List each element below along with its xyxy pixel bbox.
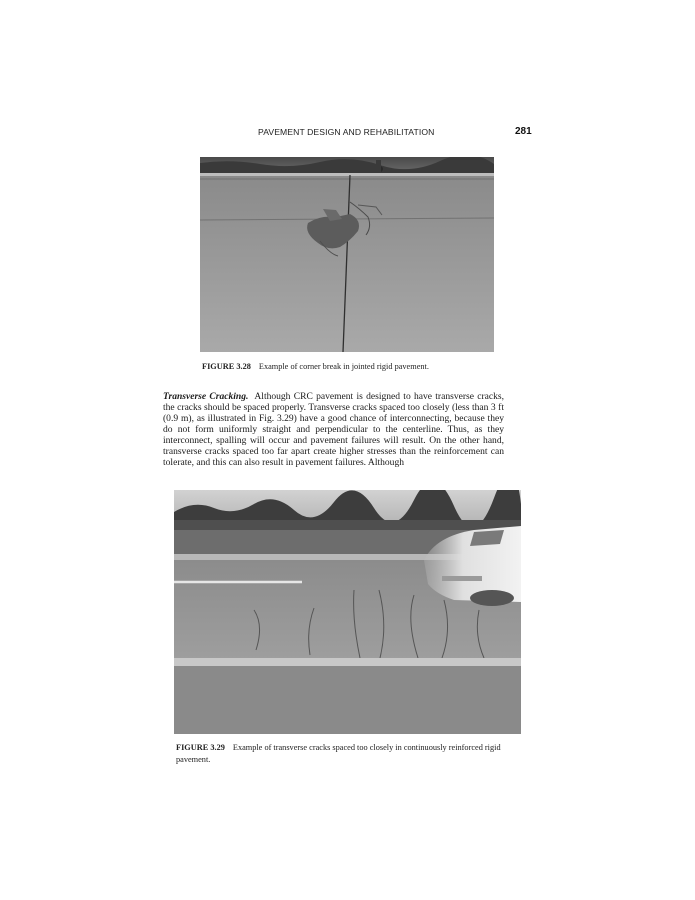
figure-3-29-caption-text: Example of transverse cracks spaced too closely in continuously reinforced rigid pavement. <box>176 743 501 764</box>
figure-3-28-caption <box>202 361 502 373</box>
body-paragraph <box>163 391 504 468</box>
figure-3-28-caption-text: Example of corner break in jointed rigid pavement. <box>258 362 429 371</box>
paragraph-text: Although CRC pavement is designed to have transverse cracks, the cracks should be spaced properly. Transverse cracks spaced too closely (less than 3 ft (0.9 m), as illustrated in Fig. 3.29) have a good chance of interconnecting, because they do not form uniformly straight and perpendicular to the centerline. Thus, as they interconnect, spalling will occur and pavement failures will result. On the other hand, transverse cracks spaced too far apart create higher stresses than the reinforcement can tolerate, and this can also result in pavement failures. Although <box>163 391 504 469</box>
section-heading: Transverse Cracking. <box>163 391 249 402</box>
figure-3-28-label: FIGURE 3.28 <box>202 362 251 371</box>
figure-3-29-label: FIGURE 3.29 <box>176 743 225 752</box>
running-head: PAVEMENT DESIGN AND REHABILITATION <box>258 127 435 137</box>
figure-3-28-photo <box>200 157 494 352</box>
figure-3-29-caption <box>176 742 526 765</box>
figure-3-29-photo <box>174 490 521 734</box>
page-number: 281 <box>515 126 532 137</box>
